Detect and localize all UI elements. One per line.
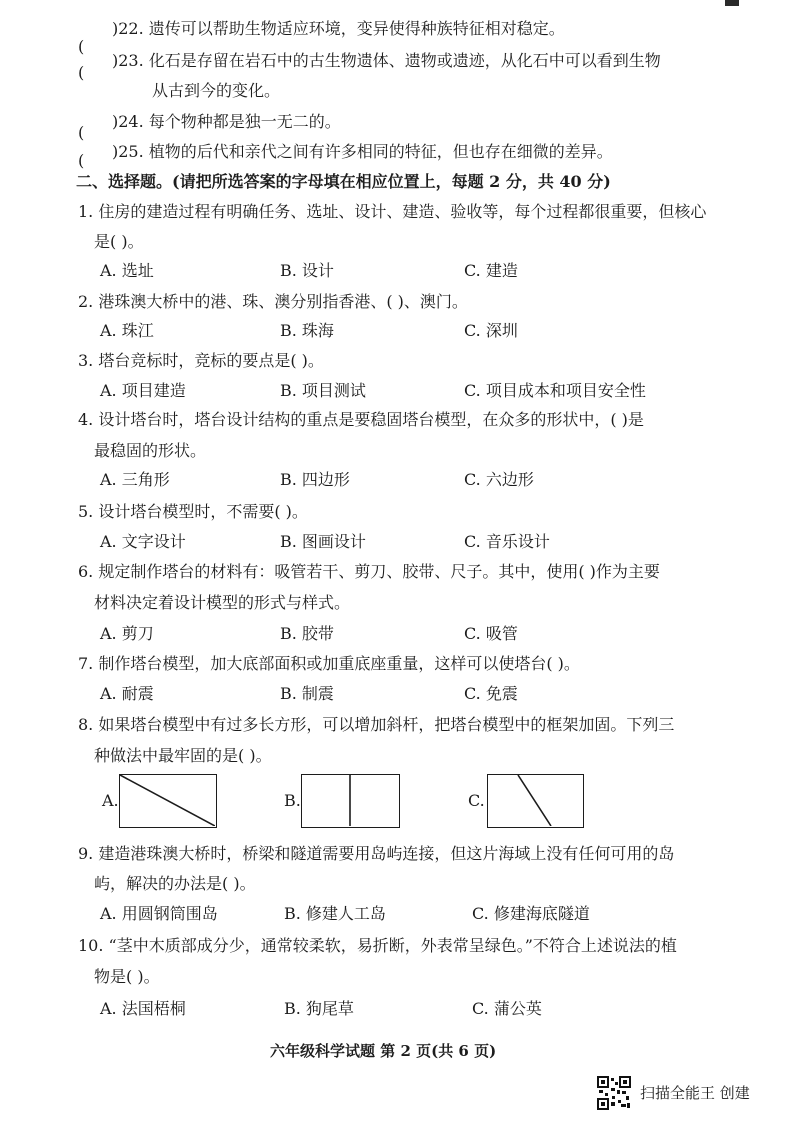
rectangle-middle-bar-diagram: [301, 774, 400, 828]
option-4b: B. 四边形: [280, 470, 350, 489]
answer-paren-24: (: [78, 123, 85, 142]
option-7b: B. 制震: [280, 684, 334, 703]
question-6: 6. 规定制作塔台的材料有：吸管若干、剪刀、胶带、尺子。其中，使用( )作为主要: [78, 562, 660, 581]
question-9: 9. 建造港珠澳大桥时，桥梁和隧道需要用岛屿连接，但这片海域上没有任何可用的岛: [78, 844, 675, 863]
option-1b: B. 设计: [280, 261, 334, 280]
answer-paren-22: (: [78, 37, 85, 56]
question-5: 5. 设计塔台模型时，不需要( )。: [78, 502, 308, 521]
question-2: 2. 港珠澳大桥中的港、珠、澳分别指香港、( )、澳门。: [78, 292, 468, 311]
option-8b-label: B.: [284, 791, 301, 810]
judgment-24: )24. 每个物种都是独一无二的。: [112, 112, 341, 131]
option-7a: A. 耐震: [100, 684, 154, 703]
section-heading: 二、选择题。(请把所选答案的字母填在相应位置上，每题 2 分，共 40 分): [76, 172, 611, 191]
question-4: 4. 设计塔台时，塔台设计结构的重点是要稳固塔台模型，在众多的形状中，( )是: [78, 410, 644, 429]
option-3c: C. 项目成本和项目安全性: [464, 381, 646, 400]
judgment-23: )23. 化石是存留在岩石中的古生物遗体、遗物或遗迹，从化石中可以看到生物: [112, 51, 661, 70]
option-1c: C. 建造: [464, 261, 518, 280]
option-2c: C. 深圳: [464, 321, 518, 340]
option-6a: A. 剪刀: [100, 624, 154, 643]
option-3a: A. 项目建造: [100, 381, 186, 400]
option-4a: A. 三角形: [100, 470, 170, 489]
question-1-cont: 是( )。: [94, 232, 144, 251]
question-8: 8. 如果塔台模型中有过多长方形，可以增加斜杆，把塔台模型中的框架加固。下列三: [78, 715, 675, 734]
option-10c: C. 蒲公英: [472, 999, 542, 1018]
rectangle-slanted-bar-diagram: [487, 774, 584, 828]
option-9c: C. 修建海底隧道: [472, 904, 590, 923]
scanner-watermark: 扫描全能王 创建: [640, 1084, 750, 1102]
question-4-cont: 最稳固的形状。: [94, 441, 207, 460]
answer-paren-25: (: [78, 151, 85, 170]
option-10a: A. 法国梧桐: [100, 999, 186, 1018]
option-6b: B. 胶带: [280, 624, 334, 643]
judgment-22: )22. 遗传可以帮助生物适应环境，变异使得种族特征相对稳定。: [112, 19, 565, 38]
option-6c: C. 吸管: [464, 624, 518, 643]
option-8a-label: A.: [102, 791, 119, 810]
question-3: 3. 塔台竞标时，竞标的要点是( )。: [78, 351, 324, 370]
judgment-23-cont: 从古到今的变化。: [152, 81, 281, 100]
question-6-cont: 材料决定着设计模型的形式与样式。: [94, 593, 351, 612]
option-9a: A. 用圆钢筒围岛: [100, 904, 218, 923]
judgment-25: )25. 植物的后代和亲代之间有许多相同的特征，但也存在细微的差异。: [112, 142, 613, 161]
answer-paren-23: (: [78, 63, 85, 82]
slanted-brace: [488, 775, 582, 826]
question-1: 1. 住房的建造过程有明确任务、选址、设计、建造、验收等，每个过程都很重要，但核心: [78, 202, 707, 221]
question-7: 7. 制作塔台模型，加大底部面积或加重底座重量，这样可以使塔台( )。: [78, 654, 580, 673]
rectangle-diagonal-diagram: [119, 774, 217, 828]
option-2b: B. 珠海: [280, 321, 334, 340]
question-8-cont: 种做法中最牢固的是( )。: [94, 746, 272, 765]
option-2a: A. 珠江: [100, 321, 154, 340]
vertical-brace: [302, 775, 398, 826]
diagonal-brace: [120, 775, 215, 826]
option-4c: C. 六边形: [464, 470, 534, 489]
option-5b: B. 图画设计: [280, 532, 366, 551]
question-9-cont: 屿，解决的办法是( )。: [94, 874, 256, 893]
option-10b: B. 狗尾草: [284, 999, 354, 1018]
qr-code-icon: [597, 1076, 631, 1110]
option-5a: A. 文字设计: [100, 532, 186, 551]
question-10-cont: 物是( )。: [94, 967, 160, 986]
scan-edge-mark: [725, 0, 739, 6]
option-1a: A. 选址: [100, 261, 154, 280]
option-8c-label: C.: [468, 791, 485, 810]
option-9b: B. 修建人工岛: [284, 904, 386, 923]
option-7c: C. 免震: [464, 684, 518, 703]
option-5c: C. 音乐设计: [464, 532, 550, 551]
question-10: 10. “茎中木质部成分少，通常较柔软，易折断，外表常呈绿色。”不符合上述说法的植: [78, 936, 677, 955]
page-footer: 六年级科学试题 第 2 页(共 6 页): [270, 1042, 497, 1060]
option-3b: B. 项目测试: [280, 381, 366, 400]
